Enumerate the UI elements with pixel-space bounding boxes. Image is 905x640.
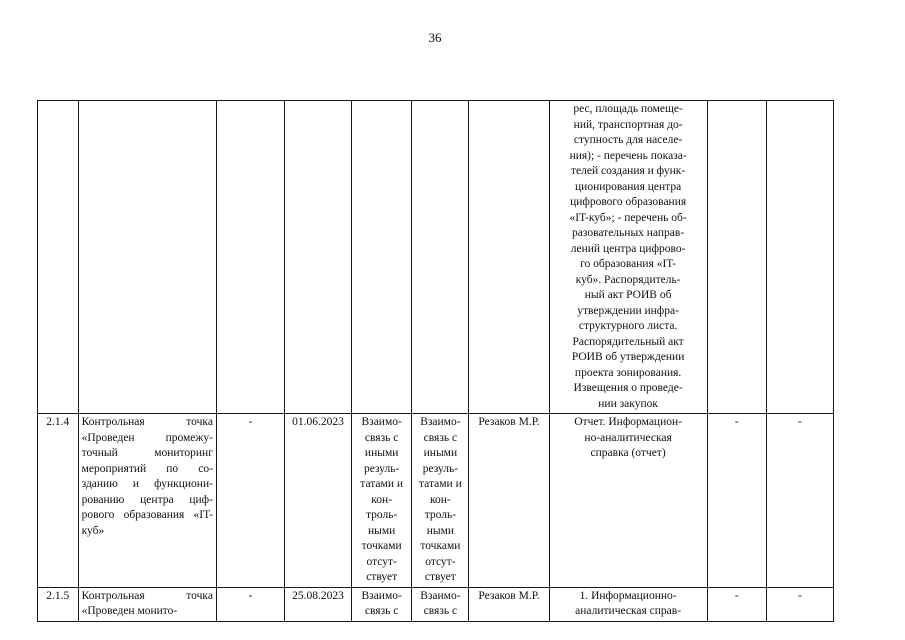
cell-result: Отчет. Информацион- но-аналитическая справка (отчет) <box>549 414 707 588</box>
cell-num: 2.1.5 <box>38 587 79 621</box>
cell-name: Контрольная точка «Проведен промежу-точный мониторинг мероприятий по со-зданию и функциони-рованию центра циф-рового образования «IT-куб» <box>78 414 216 588</box>
cell-end: 25.08.2023 <box>285 587 352 621</box>
cell-start <box>216 101 284 414</box>
table-row-continuation <box>38 101 834 414</box>
cell-info: - <box>766 414 833 588</box>
cell-level <box>707 101 766 414</box>
cell-level: - <box>707 414 766 588</box>
cell-start: - <box>216 587 284 621</box>
table-row <box>38 587 834 621</box>
cell-succ <box>412 101 469 414</box>
cell-name: Контрольная точка «Проведен монито- <box>78 587 216 621</box>
plan-table <box>37 100 834 622</box>
cell-level: - <box>707 587 766 621</box>
cell-succ: Взаимо- связь с <box>412 587 469 621</box>
result-text: рес, площадь помеще- ний, транспортная до- ступность для населе- ния); - перечень показа- телей создания и функ- ционирования центра цифрового образования «IT-куб»; - перечень об- разовательных направ- лений центра цифрово- го образования «IT- куб». Распорядитель- ный акт РОИВ об утверждении инфра- структурного листа. Распорядительный акт РОИВ об утверждении проекта зонирования. Извещения о проведе- нии закупок <box>569 103 687 410</box>
cell-result <box>549 101 707 414</box>
page-number: 36 <box>428 30 442 45</box>
cell-pred: Взаимо- связь с иными резуль- татами и кон- троль- ными точками отсут- ствует <box>351 414 411 588</box>
cell-result: 1. Информационно- аналитическая справ- <box>549 587 707 621</box>
cell-responsible: Резаков М.Р. <box>469 587 549 621</box>
cell-start: - <box>216 414 284 588</box>
cell-succ: Взаимо- связь с иными резуль- татами и кон- троль- ными точками отсут- ствует <box>412 414 469 588</box>
cell-name <box>78 101 216 414</box>
cell-responsible <box>469 101 549 414</box>
cell-info: - <box>766 587 833 621</box>
cell-info <box>766 101 833 414</box>
cell-responsible: Резаков М.Р. <box>469 414 549 588</box>
cell-end: 01.06.2023 <box>285 414 352 588</box>
table-row <box>38 414 834 588</box>
cell-end <box>285 101 352 414</box>
cell-num: 2.1.4 <box>38 414 79 588</box>
cell-pred: Взаимо- связь с <box>351 587 411 621</box>
cell-pred <box>351 101 411 414</box>
cell-num <box>38 101 79 414</box>
